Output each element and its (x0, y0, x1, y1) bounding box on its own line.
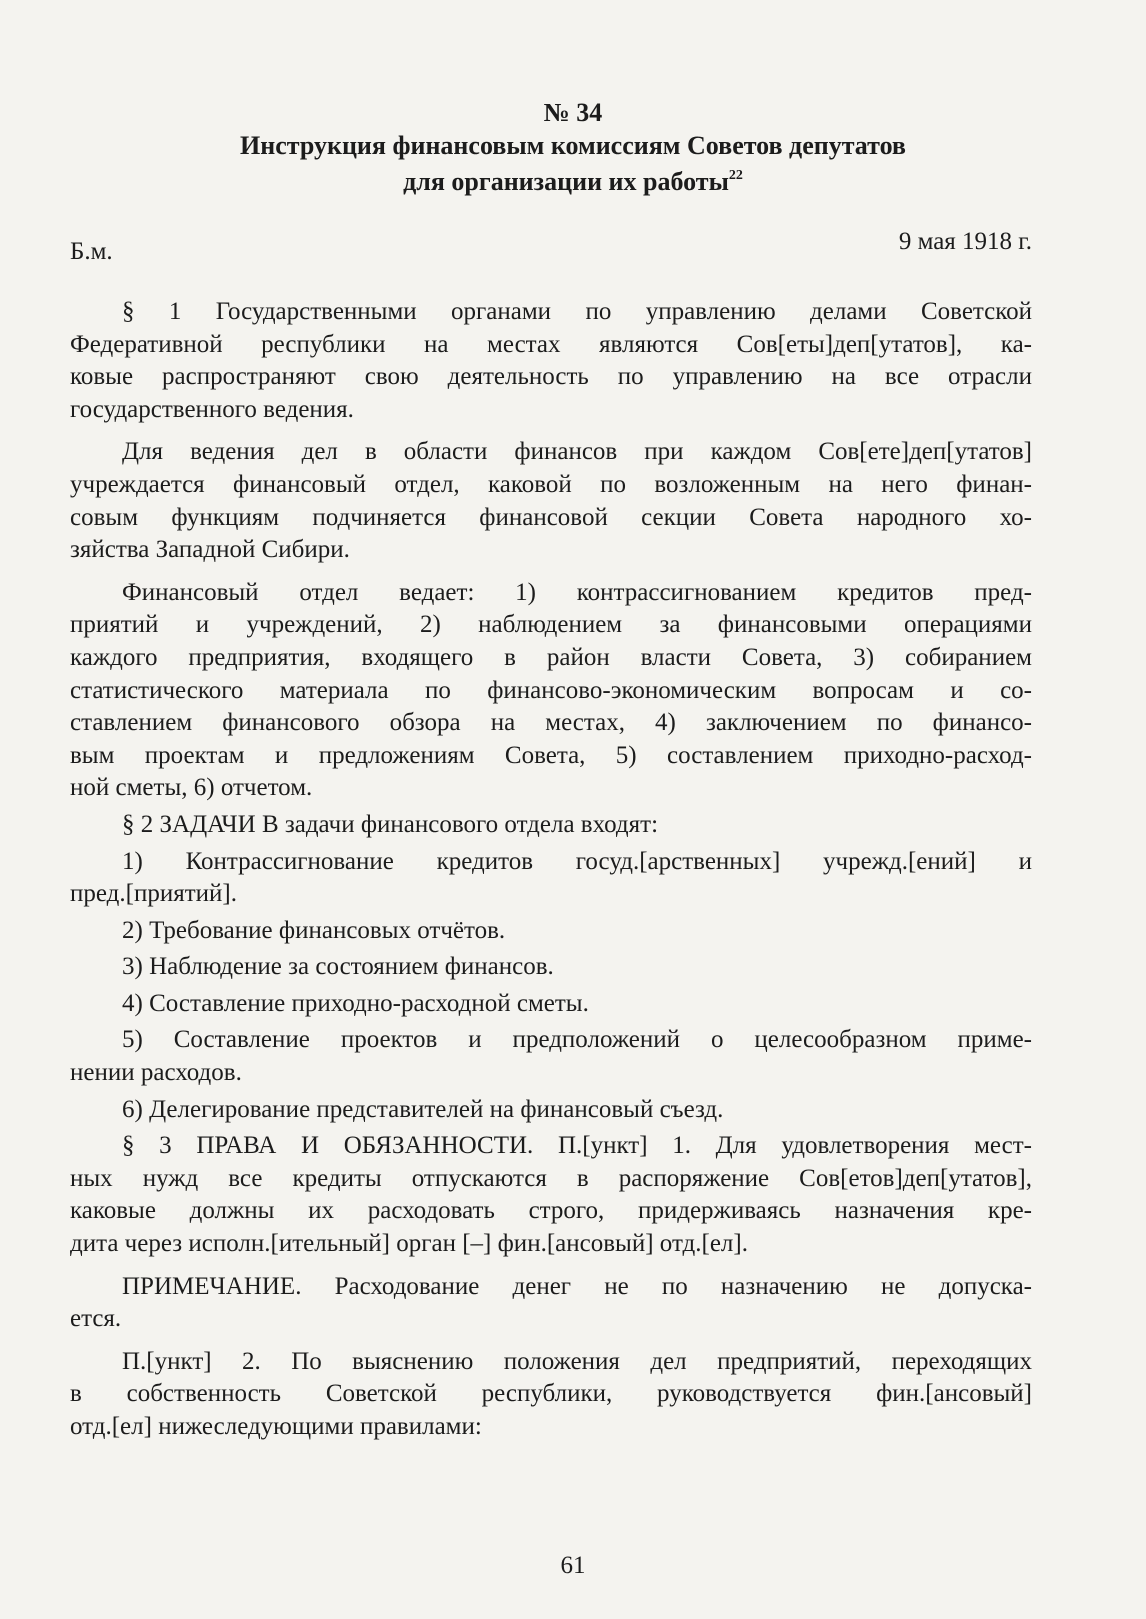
document-place: Б.м. (70, 238, 113, 265)
paragraph-line: 5) Составление проектов и предположений о целесообразном приме- (122, 1026, 1032, 1054)
paragraph-line: пред.[приятий]. (70, 880, 237, 908)
list-item-task-6 (70, 1094, 1032, 1127)
list-item-task-4 (70, 988, 1032, 1021)
list-item-task-1 (70, 846, 1032, 911)
paragraph-line: в собственность Советской республики, руководствуется фин.[ансовый] (70, 1380, 1032, 1408)
title-line-1: Инструкция финансовым комиссиям Советов депутатов (240, 131, 906, 160)
paragraph-line: 6) Делегирование представителей на финансовый съезд. (122, 1095, 724, 1123)
document-body (70, 296, 1032, 1444)
paragraph-line: 1) Контрассигнование кредитов госуд.[арственных] учрежд.[ений] и (122, 847, 1032, 875)
paragraph-line: зяйства Западной Сибири. (70, 536, 350, 564)
paragraph-line: § 1 Государственными органами по управлению делами Советской (122, 298, 1032, 325)
paragraph-point-2 (70, 1346, 1032, 1444)
paragraph-finance-department (70, 436, 1032, 566)
paragraph-line: приятий и учреждений, 2) наблюдением за финансовыми операциями (70, 611, 1032, 639)
paragraph-section-2-heading (70, 809, 1032, 842)
footnote-reference: 22 (728, 168, 743, 183)
list-item-task-5 (70, 1024, 1032, 1089)
paragraph-line: § 2 ЗАДАЧИ В задачи финансового отдела входят: (122, 810, 659, 838)
paragraph-line: ной сметы, 6) отчетом. (70, 774, 313, 802)
page-number: 61 (560, 1552, 586, 1579)
paragraph-line: ковые распространяют свою деятельность по управлению на все отрасли (70, 363, 1032, 391)
paragraph-line: государственного ведения. (70, 395, 354, 423)
paragraph-line: нении расходов. (70, 1059, 242, 1087)
paragraph-line: ставлением финансового обзора на местах, 4) заключением по финансо- (70, 709, 1032, 737)
title-line-2 (150, 164, 996, 200)
paragraph-line: Федеративной республики на местах являются Сов[еты]деп[утатов], ка- (70, 330, 1032, 358)
paragraph-line: ется. (70, 1305, 122, 1333)
title-line-2-text: для организации их работы (403, 167, 729, 196)
paragraph-line: ных нужд все кредиты отпускаются в распоряжение Сов[етов]деп[утатов], (70, 1164, 1032, 1192)
list-item-task-2 (70, 915, 1032, 948)
paragraph-line: 4) Составление приходно-расходной сметы. (122, 989, 589, 1017)
paragraph-line: ПРИМЕЧАНИЕ. Расходование денег не по назначению не допуска- (122, 1272, 1032, 1300)
paragraph-line: вым проектам и предложениям Совета, 5) составлением приходно-расход- (70, 741, 1032, 769)
paragraph-line: совым функциям подчиняется финансовой секции Совета народного хо- (70, 503, 1032, 531)
list-item-task-3 (70, 951, 1032, 984)
paragraph-line: 3) Наблюдение за состоянием финансов. (122, 953, 554, 981)
paragraph-line: учреждается финансовый отдел, каковой по возложенным на него финан- (70, 470, 1032, 498)
document-date: 9 мая 1918 г. (898, 228, 1032, 255)
paragraph-line: каковые должны их расходовать строго, придерживаясь назначения кре- (70, 1197, 1032, 1225)
paragraph-line: отд.[ел] нижеследующими правилами: (70, 1413, 482, 1440)
paragraph-section-1 (70, 296, 1032, 426)
paragraph-line: 2) Требование финансовых отчётов. (122, 916, 506, 944)
paragraph-department-duties (70, 577, 1032, 805)
document-title (150, 128, 996, 200)
document-number: № 34 (543, 98, 603, 127)
paragraph-line: Для ведения дел в области финансов при каждом Сов[ете]деп[утатов] (122, 438, 1032, 466)
paragraph-line: § 3 ПРАВА И ОБЯЗАННОСТИ. П.[ункт] 1. Для удовлетворения мест- (122, 1132, 1032, 1160)
paragraph-line: П.[ункт] 2. По выяснению положения дел предприятий, переходящих (122, 1347, 1032, 1375)
paragraph-line: Финансовый отдел ведает: 1) контрассигнованием кредитов пред- (122, 578, 1032, 606)
paragraph-line: каждого предприятия, входящего в район власти Совета, 3) собиранием (70, 643, 1032, 671)
paragraph-note (70, 1271, 1032, 1336)
paragraph-section-3 (70, 1130, 1032, 1260)
paragraph-line: статистического материала по финансово-экономическим вопросам и со- (70, 676, 1032, 704)
paragraph-line: дита через исполн.[ительный] орган [–] фин.[ансовый] отд.[ел]. (70, 1230, 748, 1258)
